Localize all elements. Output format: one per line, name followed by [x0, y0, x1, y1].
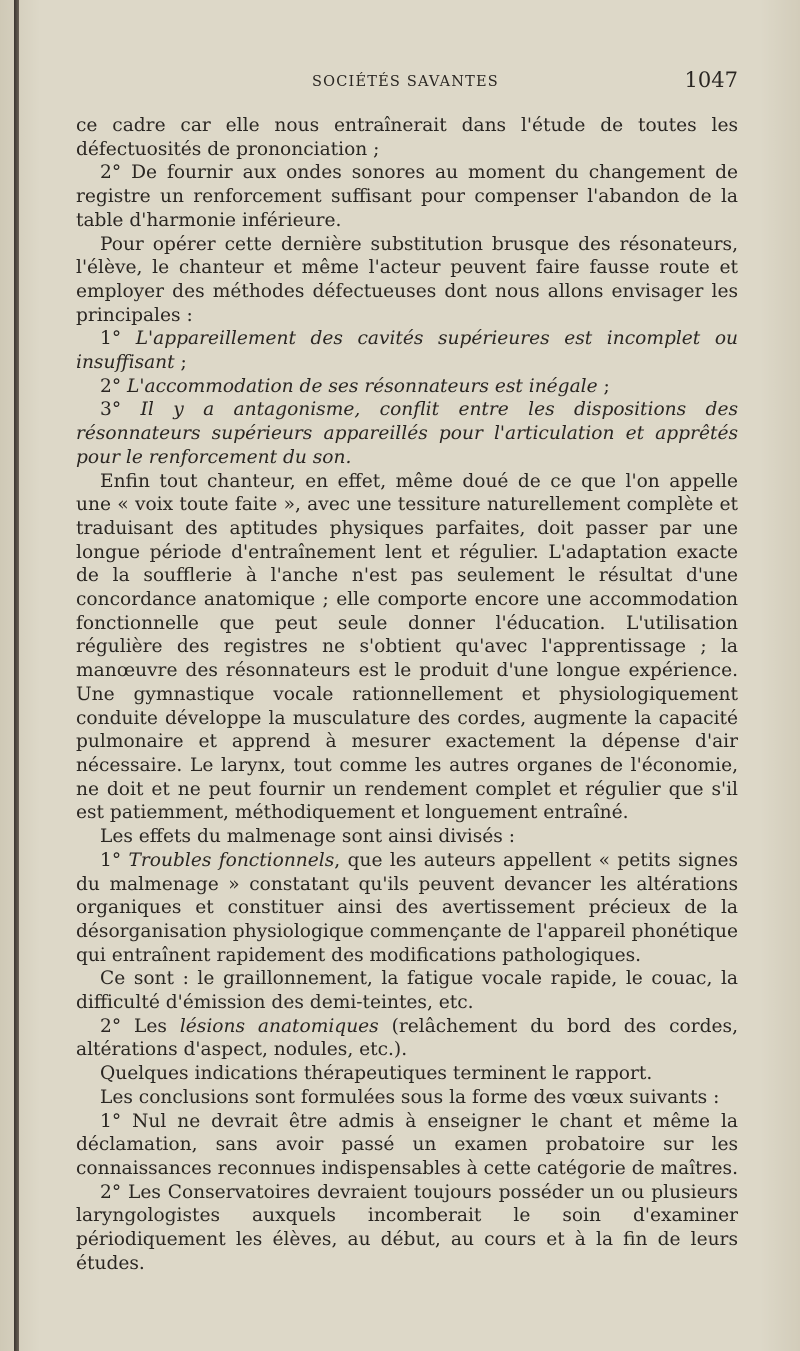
list-item	[76, 1015, 738, 1062]
paragraph: 2° De fournir aux ondes sonores au moment du changement de registre un renforcement suffisant pour compenser l'abandon de la table d'harmonie inférieure.	[76, 162, 738, 231]
item-number: 2° Les	[100, 1015, 180, 1037]
italic-text: Troubles fonctionnels	[128, 849, 335, 871]
list-item	[76, 398, 738, 469]
list-item	[76, 375, 738, 399]
paragraph: 1° Nul ne devrait être admis à enseigner le chant et même la déclamation, sans avoir passé un examen probatoire sur les connaissances reconnues indispensables à cette catégorie de maîtres.	[76, 1110, 739, 1179]
paragraph: 2° Les Conservatoires devraient toujours posséder un ou plusieurs laryngologistes auxquels incomberait le soin d'examiner périodiquement les élèves, au début, au cours et à la fin de leurs études.	[76, 1181, 738, 1274]
item-text: (relâchement du bord des cordes, altérations d'aspect, nodules, etc.).	[76, 1015, 738, 1061]
running-head: SOCIÉTÉS SAVANTES	[312, 74, 499, 90]
italic-text: L'accommodation de ses résonnateurs est inégale	[127, 375, 598, 397]
item-number: 3°	[100, 399, 141, 421]
paragraph: Les conclusions sont formulées sous la forme des vœux suivants :	[100, 1086, 720, 1108]
item-text: , que les auteurs appellent « petits signes du malmenage » constatant qu'ils peuvent devancer les altérations organiques et constituer ainsi des avertissement précieux de la désorganisation physiologique commençante de l'appareil phonétique qui entraînent rapidement des modifications pathologiques.	[76, 849, 739, 966]
italic-text: lésions anatomiques	[179, 1015, 379, 1037]
italic-text: L'appareillement des cavités supérieures est incomplet ou insuffisant	[76, 328, 738, 374]
paragraph: ce cadre car elle nous entraînerait dans l'étude de toutes les défectuosités de prononciation ;	[76, 115, 738, 160]
item-number: 1°	[100, 328, 136, 350]
page-header	[80, 68, 740, 98]
paragraph: Quelques indications thérapeutiques terminent le rapport.	[100, 1063, 653, 1085]
body-text	[76, 114, 738, 1275]
item-number: 1°	[100, 849, 129, 871]
list-item	[76, 327, 738, 374]
paragraph: Enfin tout chanteur, en effet, même doué de ce que l'on appelle une « voix toute faite », avec une tessiture naturellement complète et traduisant des aptitudes physiques parfaites, doit passer par une longue période d'entraînement lent et régulier. L'adaptation exacte de la soufflerie à l'anche n'est pas seulement le résultat d'une concordance anatomique ; elle comporte encore une accommodation fonctionnelle que peut seule donner l'éducation. L'utilisation régulière des registres ne s'obtient qu'avec l'apprentissage ; la manœuvre des résonnateurs est le produit d'une longue expérience. Une gymnastique vocale rationnellement et physiologiquement conduite développe la musculature des cordes, augmente la capacité pulmonaire et apprend à mesurer exactement la dépense d'air nécessaire. Le larynx, tout comme les autres organes de l'économie, ne doit et ne peut fournir un rendement complet et régulier que s'il est patiemment, méthodiquement et longuement entraîné.	[76, 470, 738, 824]
italic-text: Il y a antagonisme, conflit entre les dispositions des résonnateurs supérieurs appareillés pour l'articulation et apprêtés pour le renforcement du son.	[76, 399, 738, 468]
page-number: 1047	[684, 68, 738, 92]
item-number: 2°	[100, 375, 128, 397]
paragraph: Les effets du malmenage sont ainsi divisés :	[100, 826, 515, 848]
list-item	[76, 849, 738, 968]
page-binding-edge	[14, 0, 19, 1351]
paragraph: Pour opérer cette dernière substitution brusque des résonateurs, l'élève, le chanteur et même l'acteur peuvent faire fausse route et employer des méthodes défectueuses dont nous allons envisager les principales :	[76, 233, 738, 326]
item-tail: ;	[174, 352, 187, 374]
item-tail: ;	[597, 375, 610, 397]
paragraph: Ce sont : le graillonnement, la fatigue vocale rapide, le couac, la difficulté d'émission des demi-teintes, etc.	[76, 968, 738, 1014]
